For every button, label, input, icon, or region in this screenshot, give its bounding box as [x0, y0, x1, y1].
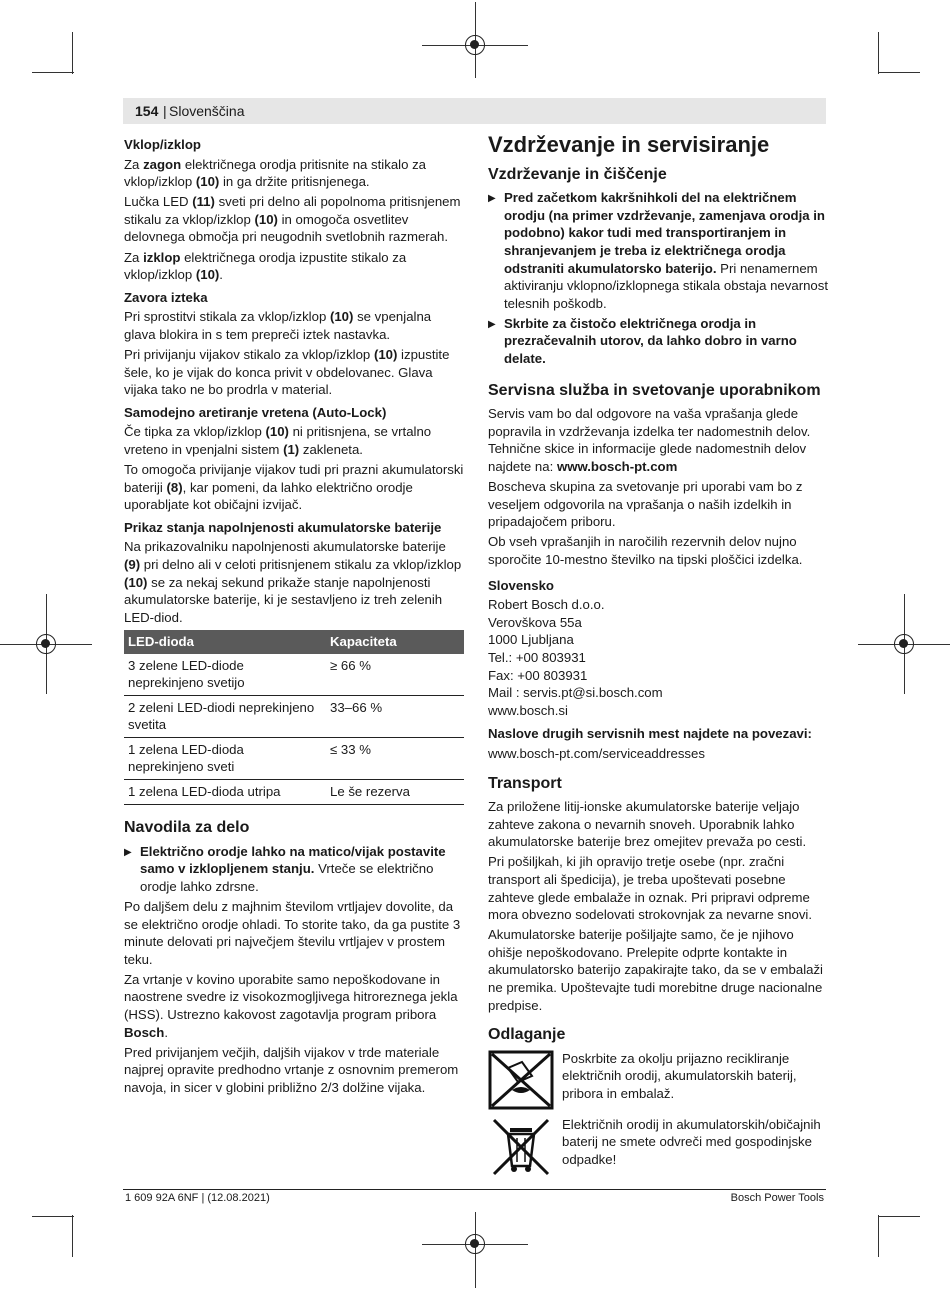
table-header-row [124, 630, 464, 654]
address-line: 1000 Ljubljana [488, 632, 574, 648]
paragraph: Pri sprostitvi stikala za vklop/izklop (10) se vpenjalna glava blokira in s tem prepreči iztek nastavka. [124, 309, 432, 342]
led-capacity-table [124, 630, 464, 805]
disposal-row [488, 1116, 828, 1176]
registration-mark-icon [465, 35, 485, 55]
paragraph: Pri privijanju vijakov stikalo za vklop/izklop (10) izpustite šele, ko je vijak do konca privit v obdelovanec. Glava vijaka tako ne bo prodrla v material. [124, 347, 450, 398]
header-separator: | [163, 103, 167, 119]
table-cell: 3 zelene LED-diode neprekinjeno svetijo [124, 654, 326, 696]
paragraph: Boscheva skupina za svetovanje pri uporabi vam bo z veseljem odgovorila na vprašanja o naših izdelkih in pripadajočem priboru. [488, 479, 803, 530]
paragraph: Za vrtanje v kovino uporabite samo nepoškodovane in naostrene svedre iz visokozmogljivega hitroreznega jekla (HSS). Ustrezno kakovost zagotavlja program pribora Bosch. [124, 971, 458, 1040]
crop-mark [32, 1216, 74, 1217]
paragraph: Ob vseh vprašanjih in naročilih rezervnih delov nujno sporočite 10-mestno številko na tipski ploščici izdelka. [488, 534, 803, 567]
no-household-disposal-icon [488, 1050, 554, 1110]
crop-mark [878, 32, 879, 74]
address-line: www.bosch.si [488, 702, 568, 718]
address-title: Slovensko [488, 577, 554, 593]
bullet-item: ▶ Pred začetkom kakršnihkoli del na električnem orodju (na primer vzdrževanje, zamenjava orodja in podobno) kakor tudi med transportiranjem in shranjevanjem je treba iz električnega orodja odstraniti akumulatorsko baterijo. Pri nenamernem aktiviranju vklopno/izklopnega stikala obstaja nevarnost telesnih poškodb. [488, 189, 828, 312]
paragraph: Lučka LED (11) sveti pri delno ali popolnoma pritisnjenem stikalu za vklop/izklop (10) in omogoča osvetlitev delovnega območja pri neugodnih svetlobnih razmerah. [124, 194, 461, 245]
paragraph: Električnih orodij in akumulatorskih/običajnih baterij ne smete odvreči med gospodinjske odpadke! [562, 1116, 821, 1167]
link[interactable]: www.bosch-pt.com [556, 459, 678, 474]
column-header: Kapaciteta [326, 630, 464, 654]
header-language: Slovenščina [169, 103, 245, 119]
crop-mark [878, 1216, 920, 1217]
footer-brand: Bosch Power Tools [730, 1192, 824, 1204]
table-cell: Le še rezerva [326, 780, 464, 805]
table-row [124, 654, 464, 696]
paragraph: Na prikazovalniku napolnjenosti akumulatorske baterije (9) pri delno ali v celoti pritisnjenem stikalu za vklop/izklop (10) se za nekaj sekund prikaže stanje napolnjenosti akumulatorske baterije, ki je sestavljeno iz treh zelenih LED-diod. [124, 539, 462, 625]
bullet-item: ▶ Električno orodje lahko na matico/vijak postavite samo v izklopljenem stanju. Vrteče se električno orodje lahko zdrsne. [124, 843, 464, 896]
bullet-item: ▶ Skrbite za čistočo električnega orodja in prezračevalnih utorov, da lahko dobro in varno delate. [488, 315, 828, 368]
table-cell: 1 zelena LED-dioda neprekinjeno sveti [124, 738, 326, 780]
paragraph: Pri pošiljkah, ki jih opravijo tretje osebe (npr. zračni transport ali špedicija), je treba upoštevati posebne zahteve glede embalaže in oznak. Pri pripravi odpreme mora obvezno sodelovati strokovnjak za nevarne snovi. [488, 854, 813, 923]
section-title: Transport [488, 774, 562, 792]
paragraph: Pred privijanjem večjih, daljših vijakov v trde materiale najprej opravite predhodno vrtanje z osnovnim premerom navoja, in sicer v globini približno 2/3 dolžine vijaka. [124, 1044, 459, 1095]
link[interactable]: www.bosch-pt.com/serviceaddresses [488, 745, 705, 761]
crossed-bin-icon [488, 1116, 554, 1176]
table-cell: 2 zeleni LED-diodi neprekinjeno svetita [124, 696, 326, 738]
paragraph: Za izklop električnega orodja izpustite stikalo za vklop/izklop (10). [124, 249, 407, 283]
paragraph: To omogoča privijanje vijakov tudi pri prazni akumulatorski bateriji (8), kar pomeni, da lahko električno orodje uporabljate kot običajni izvijač. [124, 462, 464, 513]
registration-mark-icon [465, 1234, 485, 1254]
registration-mark-icon [36, 634, 56, 654]
page-footer [123, 1189, 826, 1204]
page-title: Vzdrževanje in servisiranje [488, 132, 770, 157]
paragraph: Servis vam bo dal odgovore na vaša vprašanja glede popravila in vzdrževanja izdelka ter nadomestnih delov. Tehnične skice in informacije glede nadomestnih delov najdete na: www.bosch-pt.com [488, 406, 811, 474]
registration-mark-icon [894, 634, 914, 654]
crop-mark [72, 1215, 73, 1257]
paragraph: Za priložene litij-ionske akumulatorske baterije veljajo zahteve zakona o nevarnih snoveh. Uporabnik lahko akumulatorske baterije brez omejitev prevaža po cesti. [488, 799, 807, 850]
address-line: Tel.: +00 803931 [488, 649, 586, 665]
paragraph: Poskrbite za okolju prijazno recikliranje električnih orodij, akumulatorskih baterij, pribora in embalaž. [562, 1050, 797, 1101]
crop-mark [72, 32, 73, 74]
page-number: 154 [135, 103, 159, 119]
left-column [124, 136, 464, 1099]
section-title: Vklop/izklop [124, 137, 201, 152]
table-cell: 33–66 % [326, 696, 464, 738]
table-cell: ≤ 33 % [326, 738, 464, 780]
right-column [488, 132, 829, 1182]
table-row [124, 738, 464, 780]
address-line: Mail : servis.pt@si.bosch.com [488, 685, 663, 701]
disposal-row [488, 1050, 828, 1110]
section-title: Servisna služba in svetovanje uporabnikom [488, 381, 821, 399]
section-title: Vzdrževanje in čiščenje [488, 165, 667, 183]
table-cell: ≥ 66 % [326, 654, 464, 696]
crop-mark [878, 1215, 879, 1257]
crop-mark [878, 72, 920, 73]
paragraph: Če tipka za vklop/izklop (10) ni pritisnjena, se vrtalno vreteno in vpenjalni sistem (1) zakleneta. [124, 424, 432, 457]
paragraph: Akumulatorske baterije pošiljajte samo, če je njihovo ohišje nepoškodovano. Prelepite odprte kontakte in akumulatorsko baterijo zapakirajte tako, da se v embalaži ne premika. Upoštevajte tudi morebitne druge nacionalne predpise. [488, 927, 823, 1013]
page-header [123, 98, 826, 124]
footer-doc-number: 1 609 92A 6NF | (12.08.2021) [125, 1192, 270, 1204]
table-cell: 1 zelena LED-dioda utripa [124, 780, 326, 805]
section-title: Odlaganje [488, 1026, 566, 1044]
address-block [488, 596, 828, 719]
section-title: Navodila za delo [124, 819, 250, 837]
address-line: Robert Bosch d.o.o. [488, 597, 605, 613]
paragraph: Za zagon električnega orodja pritisnite na stikalo za vklop/izklop (10) in ga držite pritisnjenega. [124, 156, 427, 190]
table-row [124, 780, 464, 805]
address-line: Verovškova 55a [488, 614, 582, 630]
more-addresses-title: Naslove drugih servisnih mest najdete na povezavi: [488, 726, 812, 742]
table-row [124, 696, 464, 738]
paragraph: Po daljšem delu z majhnim številom vrtljajev dovolite, da se električno orodje ohladi. To storite tako, da ga pustite 3 minute delovati pri največjem številu vrtljajev v prostem teku. [124, 898, 461, 967]
column-header: LED-dioda [124, 630, 326, 654]
address-line: Fax: +00 803931 [488, 667, 588, 683]
section-title: Prikaz stanja napolnjenosti akumulatorske baterije [124, 519, 442, 535]
section-title: Zavora izteka [124, 289, 208, 305]
crop-mark [32, 72, 74, 73]
section-title: Samodejno aretiranje vretena (Auto-Lock) [124, 404, 387, 420]
